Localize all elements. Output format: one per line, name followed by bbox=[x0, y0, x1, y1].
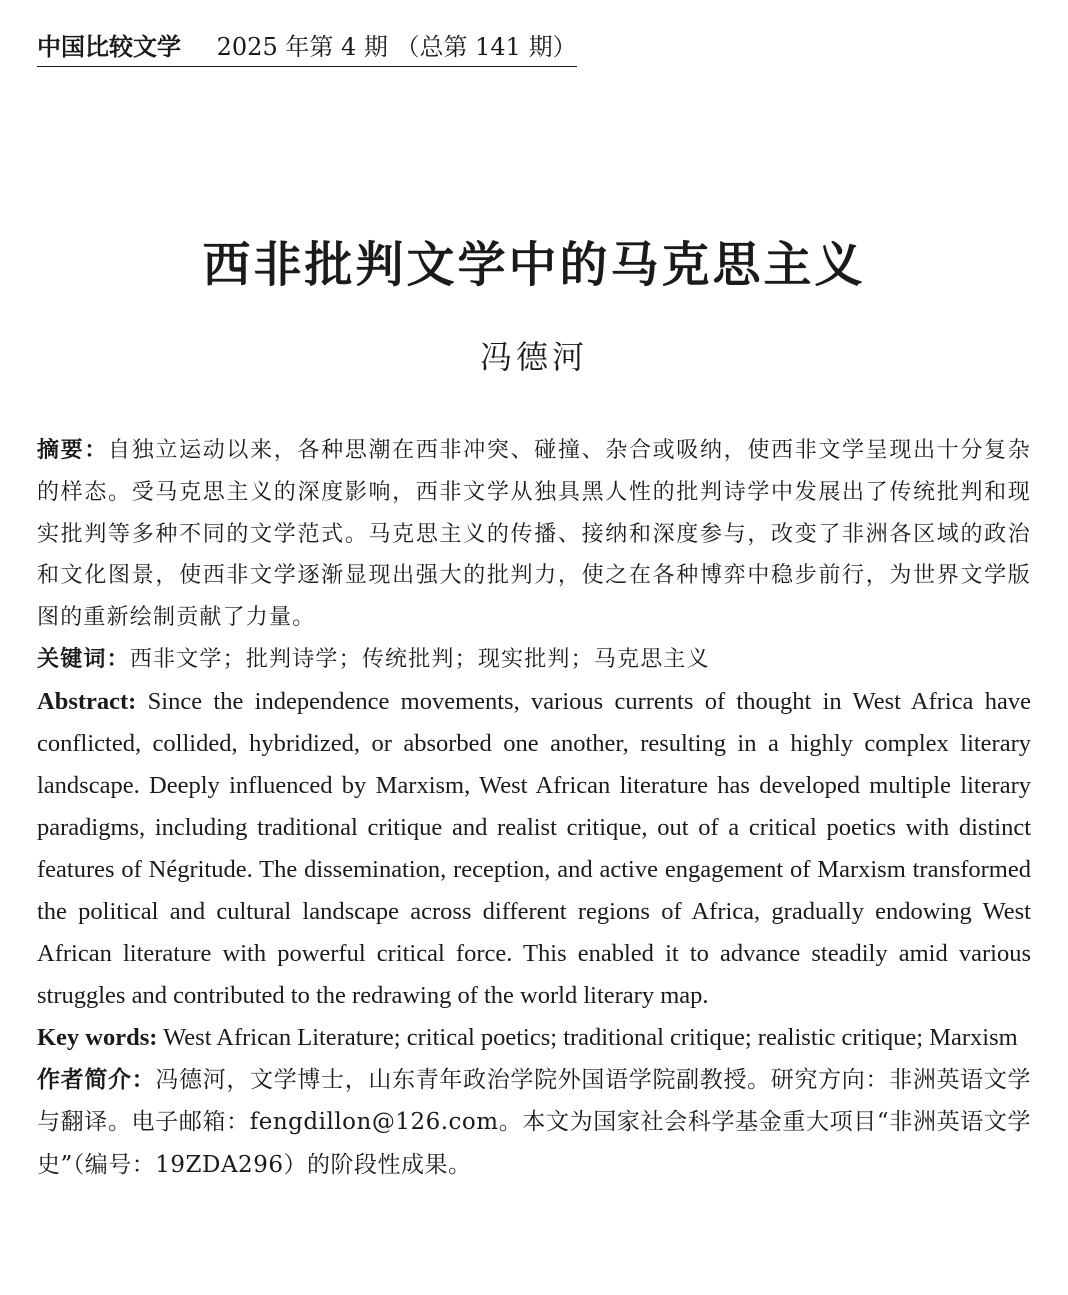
keywords-zh-text: 西非文学；批判诗学；传统批判；现实批判；马克思主义 bbox=[129, 646, 710, 672]
article-author: 冯德河 bbox=[479, 338, 588, 376]
article-title: 西非批判文学中的马克思主义 bbox=[202, 237, 866, 293]
article-front-matter bbox=[37, 430, 1031, 1186]
abstract-en-text: Since the independence movements, various currents of thought in West Africa have conflicted, collided, hybridized, or absorbed one another, resulting in a highly complex literary landscape. Deeply influenced by Marxism, West African literature has developed multiple literary paradigms, including traditional critique and realist critique, out of a critical poetics with distinct features of Négritude. The dissemination, reception, and active engagement of Marxism transformed the political and cultural landscape across different regions of Africa, gradually endowing West African literature with powerful critical force. This enabled it to advance steadily amid various struggles and contributed to the redrawing of the world literary map. bbox=[37, 687, 1032, 1009]
abstract-zh bbox=[37, 430, 1031, 639]
abstract-en-label: Abstract: bbox=[37, 687, 137, 715]
abstract-en bbox=[37, 681, 1031, 1017]
keywords-zh bbox=[37, 639, 1031, 681]
author-bio-label: 作者简介： bbox=[37, 1066, 156, 1093]
journal-name: 中国比较文学 bbox=[37, 33, 181, 61]
keywords-en bbox=[37, 1017, 1031, 1059]
author-bio-text: 冯德河，文学博士，山东青年政治学院外国语学院副教授。研究方向：非洲英语文学与翻译。电子邮箱：fengdillon@126.com。本文为国家社会科学基金重大项目“非洲英语文学史”（编号：19ZDA296）的阶段性成果。 bbox=[37, 1066, 1032, 1178]
issue-info: 2025 年第 4 期 （总第 141 期） bbox=[216, 33, 577, 61]
abstract-zh-label: 摘要： bbox=[37, 438, 109, 463]
author-bio bbox=[37, 1059, 1031, 1187]
keywords-en-text: West African Literature; critical poetics; traditional critique; realistic critique; Marxism bbox=[163, 1023, 1018, 1051]
journal-header bbox=[37, 30, 577, 67]
keywords-zh-label: 关键词： bbox=[37, 646, 130, 672]
abstract-zh-text: 自独立运动以来，各种思潮在西非冲突、碰撞、杂合或吸纳，使西非文学呈现出十分复杂的样态。受马克思主义的深度影响，西非文学从独具黑人性的批判诗学中发展出了传统批判和现实批判等多种不同的文学范式。马克思主义的传播、接纳和深度参与，改变了非洲各区域的政治和文化图景，使西非文学逐渐显现出强大的批判力，使之在各种博弈中稳步前行，为世界文学版图的重新绘制贡献了力量。 bbox=[37, 438, 1031, 631]
keywords-en-label: Key words: bbox=[37, 1023, 158, 1051]
